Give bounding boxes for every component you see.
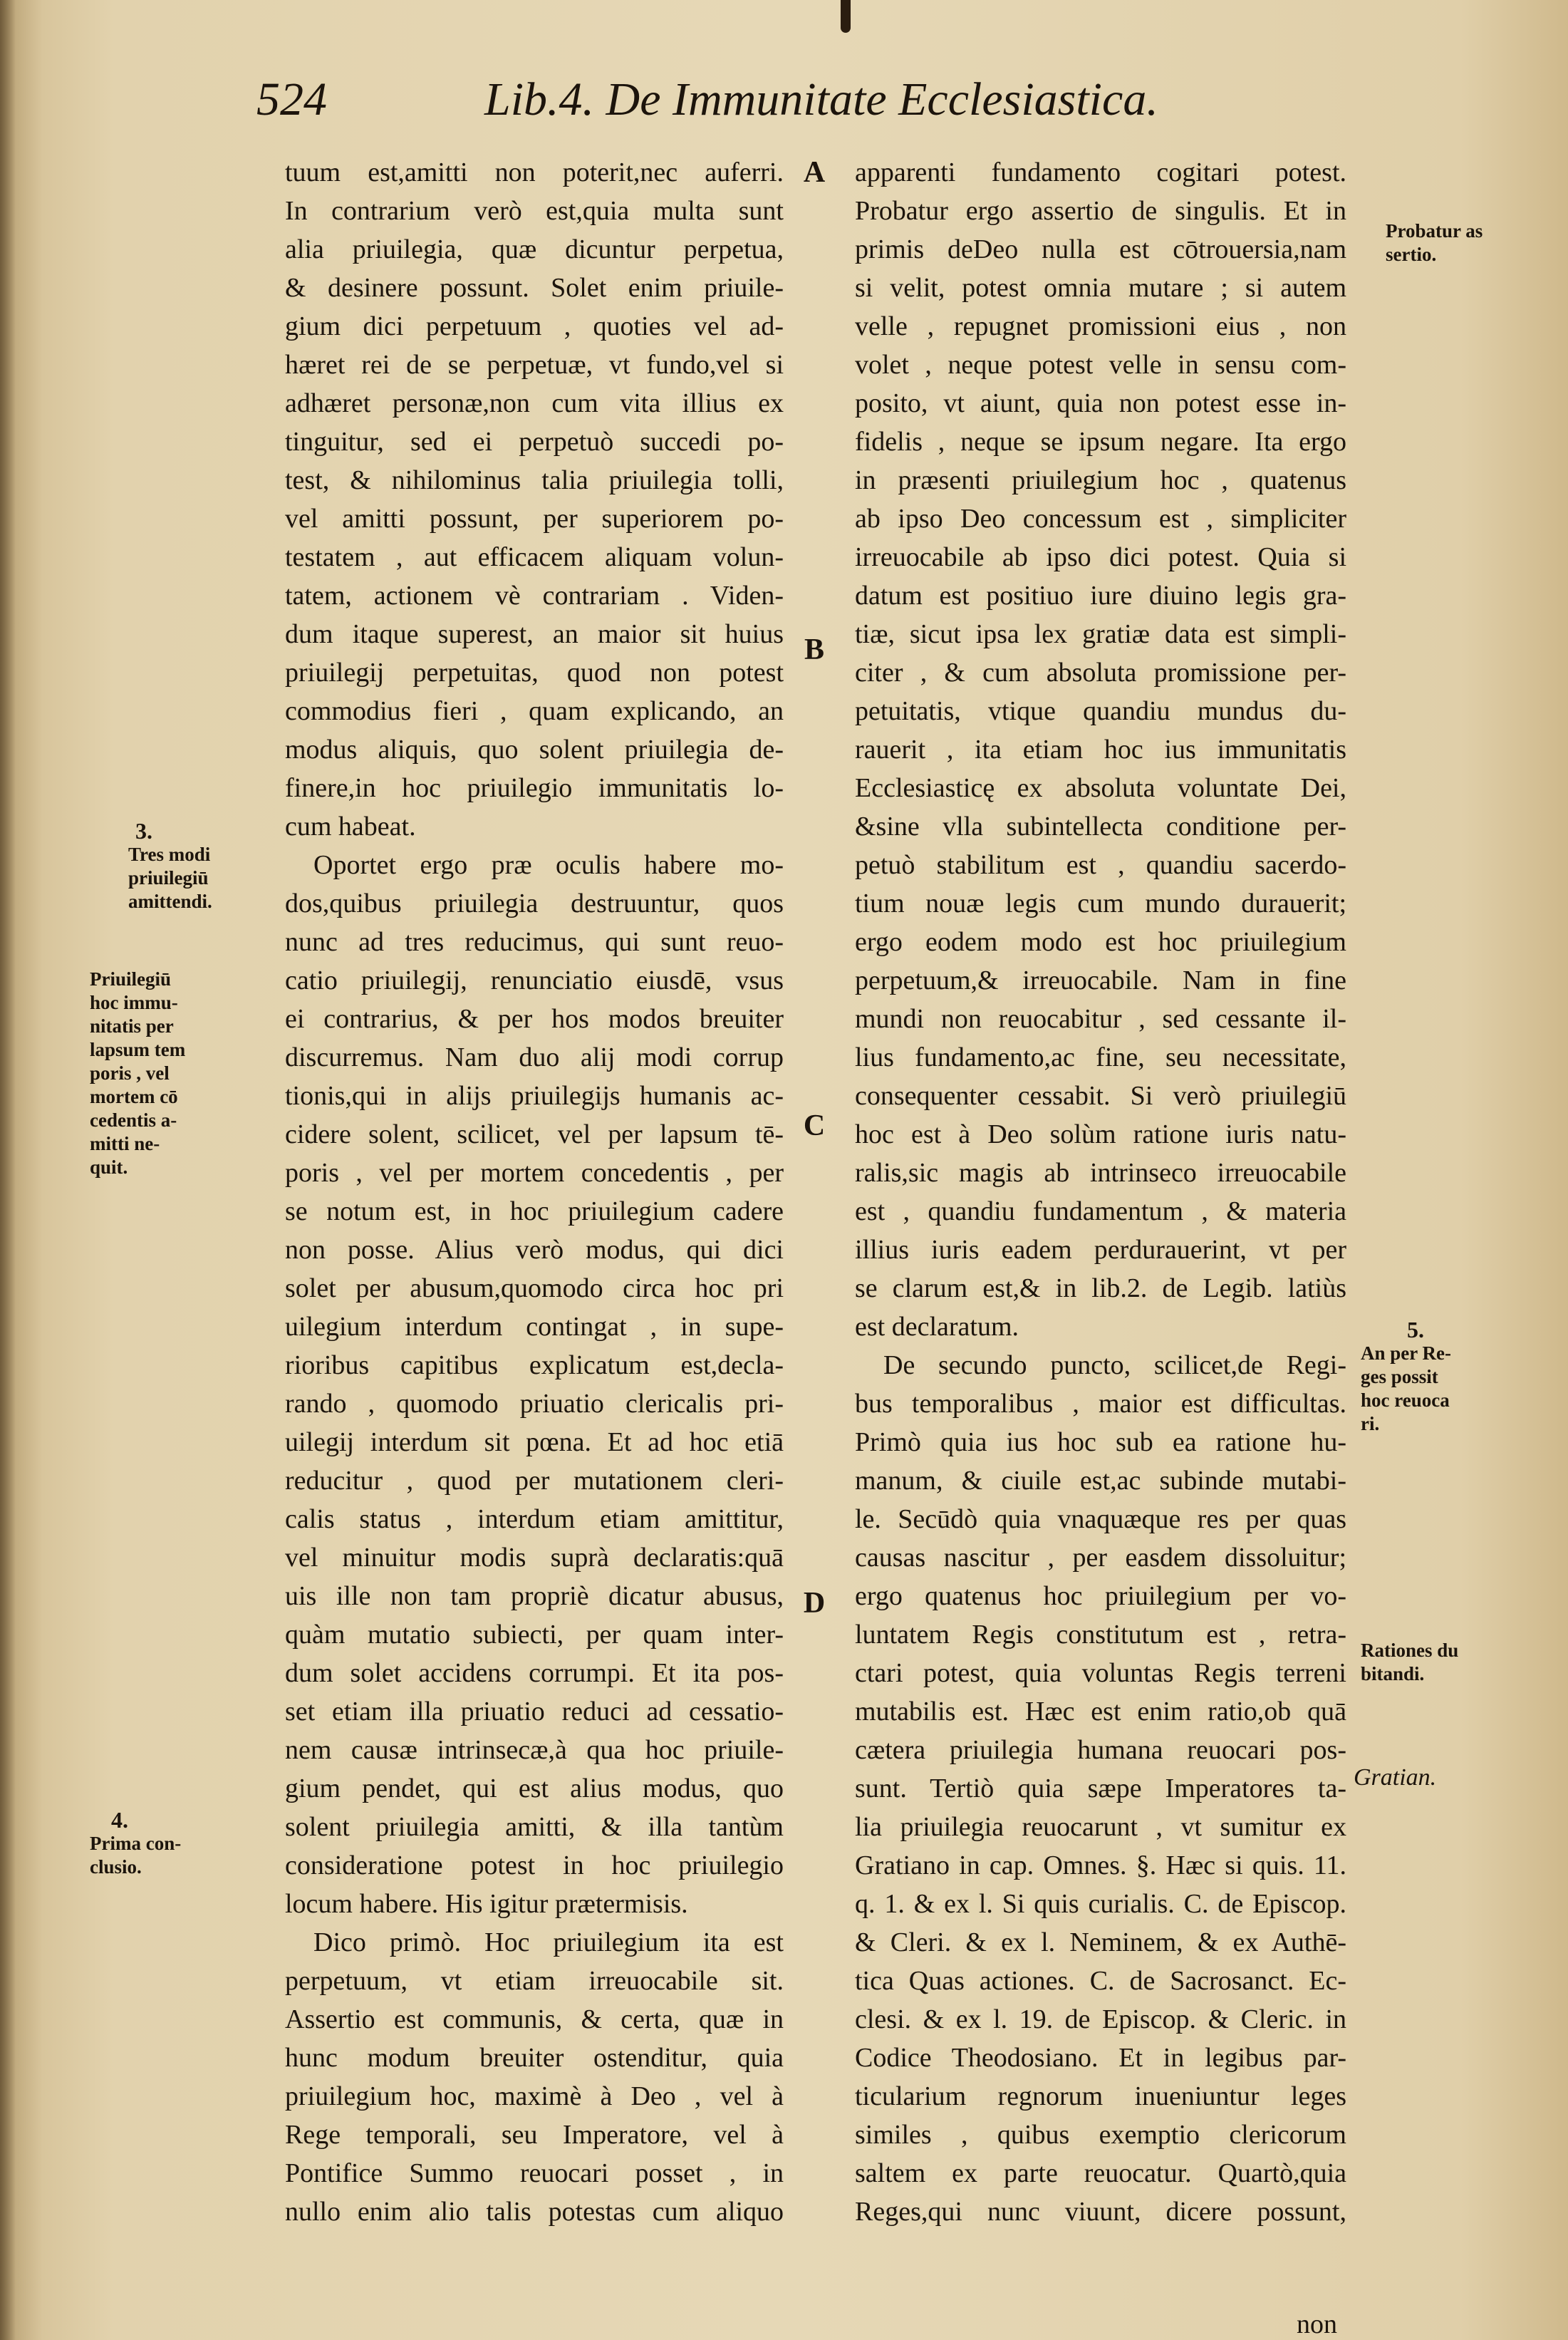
- text-line: primis deDeo nulla est cōtrouersia,nam: [855, 234, 1346, 264]
- margin-note-priuilegium: [90, 968, 185, 1179]
- text-line: se clarum est,& in lib.2. de Legib. latiùs: [855, 1273, 1346, 1303]
- text-line: Pontifice Summo reuocari posset , in: [285, 2158, 784, 2188]
- page-header: [256, 68, 1254, 132]
- margin-note-probatur: [1386, 219, 1483, 266]
- text-line: Assertio est communis, & certa, quæ in: [285, 2004, 784, 2034]
- text-line: calis status , interdum etiam amittitur,: [285, 1504, 784, 1534]
- page-number: 524: [256, 73, 327, 125]
- text-line: se notum est, in hoc priuilegium cadere: [285, 1196, 784, 1226]
- text-line: cum habeat.: [285, 812, 416, 842]
- text-line: causas nascitur , per easdem dissoluitur;: [855, 1543, 1346, 1573]
- text-line: Probatur ergo assertio de singulis. Et in: [855, 196, 1346, 226]
- margin-line: cedentis a-: [90, 1109, 177, 1131]
- text-line: gium dici perpetuum , quoties vel ad-: [285, 311, 784, 341]
- margin-line: mortem cō: [90, 1086, 178, 1107]
- text-line: q. 1. & ex l. Si quis curialis. C. de Episcop.: [855, 1889, 1346, 1919]
- text-line: gium pendet, qui est alius modus, quo: [285, 1774, 784, 1803]
- margin-note-3: [128, 819, 212, 913]
- text-line: tionis,qui in alijs priuilegijs humanis ac-: [285, 1081, 784, 1111]
- text-line: est declaratum.: [855, 1312, 1019, 1342]
- text-line: adhæret personæ,non cum vita illius ex: [285, 388, 784, 418]
- text-line: nem causæ intrinsecæ,à qua hoc priuile-: [285, 1735, 784, 1765]
- text-line: solet per abusum,quomodo circa hoc pri: [285, 1273, 784, 1303]
- margin-line: Rationes du: [1361, 1640, 1459, 1661]
- margin-note-gratian: Gratian.: [1354, 1764, 1437, 1791]
- catchword: non: [1297, 2309, 1337, 2339]
- margin-line: hoc immu-: [90, 992, 178, 1013]
- text-line: discurremus. Nam duo alij modi corrup: [285, 1042, 784, 1072]
- text-line: tinguitur, sed ei perpetuò succedi po-: [285, 427, 784, 457]
- text-line: uis ille non tam propriè dicatur abusus,: [285, 1581, 784, 1611]
- text-line: est , quandiu fundamentum , & materia: [855, 1196, 1346, 1226]
- text-line: catio priuilegij, renunciatio eiusdē, vsus: [285, 965, 784, 995]
- margin-number: 3.: [135, 818, 152, 844]
- text-line: vel amitti possunt, per superiorem po-: [285, 504, 784, 534]
- margin-line: quit.: [90, 1156, 128, 1178]
- margin-line: nitatis per: [90, 1015, 174, 1037]
- text-line: Oportet ergo præ oculis habere mo-: [313, 850, 784, 880]
- margin-line: ri.: [1361, 1413, 1380, 1434]
- text-line: locum habere. His igitur prætermisis.: [285, 1889, 688, 1919]
- margin-note-4: [90, 1808, 181, 1879]
- section-letter-a: A: [803, 156, 826, 189]
- text-line: apparenti fundamento cogitari potest.: [855, 157, 1346, 187]
- text-line: & desinere possunt. Solet enim priuile-: [285, 273, 784, 303]
- margin-line: mitti ne-: [90, 1133, 160, 1154]
- margin-note-rationes: [1361, 1639, 1458, 1686]
- text-line: ab ipso Deo concessum est , simpliciter: [855, 504, 1346, 534]
- text-line: vel minuitur modis suprà declaratis:quā: [285, 1543, 784, 1573]
- text-line: nunc ad tres reducimus, qui sunt reuo-: [285, 927, 784, 957]
- text-line: testatem , aut efficacem aliquam volun-: [285, 542, 784, 572]
- text-line: ei contrarius, & per hos modos breuiter: [285, 1004, 784, 1034]
- text-line: datum est positiuo iure diuino legis gra-: [855, 581, 1346, 611]
- text-line: irreuocabile ab ipso dici potest. Quia si: [855, 542, 1346, 572]
- text-line: hæret rei de se perpetuæ, vt fundo,vel si: [285, 350, 784, 380]
- text-line: Rege temporali, seu Imperatore, vel à: [285, 2120, 784, 2150]
- margin-line: sertio.: [1386, 244, 1437, 265]
- ink-mark: [841, 0, 851, 33]
- margin-line: ges possit: [1361, 1366, 1438, 1387]
- text-line: hunc modum breuiter ostenditur, quia: [285, 2043, 784, 2073]
- text-line: mundi non reuocabitur , sed cessante il-: [855, 1004, 1346, 1034]
- text-line: non posse. Alius verò modus, qui dici: [285, 1235, 784, 1265]
- text-line: ctari potest, quia voluntas Regis terreni: [855, 1658, 1346, 1688]
- text-line: bus temporalibus , maior est difficultas.: [855, 1389, 1346, 1419]
- text-line: Gratiano in cap. Omnes. §. Hæc si quis. 11.: [855, 1850, 1346, 1880]
- text-line: consequenter cessabit. Si verò priuilegiū: [855, 1081, 1346, 1111]
- text-line: tica Quas actiones. C. de Sacrosanct. Ec-: [855, 1966, 1346, 1996]
- margin-number: 5.: [1407, 1317, 1424, 1342]
- text-line: volet , neque potest velle in sensu com-: [855, 350, 1346, 380]
- text-line: Ecclesiasticę ex absoluta voluntate Dei,: [855, 773, 1346, 803]
- text-line: cidere solent, scilicet, vel per lapsum tē-: [285, 1119, 784, 1149]
- text-line: commodius fieri , quam explicando, an: [285, 696, 784, 726]
- text-line: sunt. Tertiò quia sæpe Imperatores ta-: [855, 1774, 1346, 1803]
- text-line: Dico primò. Hoc priuilegium ita est: [313, 1927, 784, 1957]
- text-line: saltem ex parte reuocatur. Quartò,quia: [855, 2158, 1346, 2188]
- margin-line: clusio.: [90, 1856, 142, 1878]
- text-line: Codice Theodosiano. Et in legibus par-: [855, 2043, 1346, 2073]
- text-line: luntatem Regis constitutum est , retra-: [855, 1620, 1346, 1650]
- text-line: ticularium regnorum inueniuntur leges: [855, 2081, 1346, 2111]
- text-line: Reges,qui nunc viuunt, dicere possunt,: [855, 2197, 1346, 2227]
- text-line: perpetuum, vt etiam irreuocabile sit.: [285, 1966, 784, 1996]
- margin-line: Probatur as: [1386, 220, 1483, 242]
- text-line: similes , quibus exemptio clericorum: [855, 2120, 1346, 2150]
- text-line: petuò stabilitum est , quandiu sacerdo-: [855, 850, 1346, 880]
- text-line: test, & nihilominus talia priuilegia tolli,: [285, 465, 784, 495]
- text-line: tiæ, sicut ipsa lex gratiæ data est simpli-: [855, 619, 1346, 649]
- text-line: ergo eodem modo est hoc priuilegium: [855, 927, 1346, 957]
- text-line: rando , quomodo priuatio clericalis pri-: [285, 1389, 784, 1419]
- text-line: ralis,sic magis ab intrinseco irreuocabile: [855, 1158, 1346, 1188]
- margin-line: priuilegiū: [128, 867, 209, 889]
- text-line: fidelis , neque se ipsum negare. Ita ergo: [855, 427, 1346, 457]
- text-line: dum itaque superest, an maior sit huius: [285, 619, 784, 649]
- text-line: priuilegij perpetuitas, quod non potest: [285, 658, 784, 688]
- text-line: hoc est à Deo solùm ratione iuris natu-: [855, 1119, 1346, 1149]
- text-line: ergo quatenus hoc priuilegium per vo-: [855, 1581, 1346, 1611]
- margin-line: Tres modi: [128, 844, 211, 865]
- text-line: Primò quia ius hoc sub ea ratione hu-: [855, 1427, 1346, 1457]
- text-line: lia priuilegia reuocarunt , vt sumitur ex: [855, 1812, 1346, 1842]
- text-line: modus aliquis, quo solent priuilegia de-: [285, 735, 784, 765]
- text-line: In contrarium verò est,quia multa sunt: [285, 196, 784, 226]
- text-line: perpetuum,& irreuocabile. Nam in fine: [855, 965, 1346, 995]
- text-line: uilegij interdum sit pœna. Et ad hoc etiā: [285, 1427, 784, 1457]
- text-line: illius iuris eadem perdurauerint, vt per: [855, 1235, 1346, 1265]
- text-line: tatem, actionem vè contrariam . Viden-: [285, 581, 784, 611]
- text-line: poris , vel per mortem concedentis , per: [285, 1158, 784, 1188]
- text-line: posito, vt aiunt, quia non potest esse in-: [855, 388, 1346, 418]
- text-line: reducitur , quod per mutationem cleri-: [285, 1466, 784, 1496]
- margin-number: 4.: [111, 1807, 128, 1833]
- text-line: mutabilis est. Hæc est enim ratio,ob quā: [855, 1697, 1346, 1726]
- right-column: [855, 153, 1346, 2231]
- text-line: manum, & ciuile est,ac subinde mutabi-: [855, 1466, 1346, 1496]
- text-line: citer , & cum absoluta promissione per-: [855, 658, 1346, 688]
- margin-note-5: [1361, 1318, 1451, 1436]
- margin-line: lapsum tem: [90, 1039, 186, 1060]
- text-line: nullo enim alio talis potestas cum aliquo: [285, 2197, 784, 2227]
- text-line: velle , repugnet promissioni eius , non: [855, 311, 1346, 341]
- text-line: cætera priuilegia humana reuocari pos-: [855, 1735, 1346, 1765]
- margin-line: bitandi.: [1361, 1663, 1425, 1684]
- text-line: le. Secūdò quia vnaquæque res per quas: [855, 1504, 1346, 1534]
- text-line: consideratione potest in hoc priuilegio: [285, 1850, 784, 1880]
- binding-shadow: [0, 0, 16, 2340]
- text-line: alia priuilegia, quæ dicuntur perpetua,: [285, 234, 784, 264]
- text-line: clesi. & ex l. 19. de Episcop. & Cleric. in: [855, 2004, 1346, 2034]
- text-line: rioribus capitibus explicatum est,decla-: [285, 1350, 784, 1380]
- text-line: tuum est,amitti non poterit,nec auferri.: [285, 157, 784, 187]
- text-line: finere,in hoc priuilegio immunitatis lo-: [285, 773, 784, 803]
- running-title: Lib.4. De Immunitate Ecclesiastica.: [484, 73, 1158, 125]
- margin-line: amittendi.: [128, 891, 212, 912]
- text-line: priuilegium hoc, maximè à Deo , vel à: [285, 2081, 784, 2111]
- text-line: set etiam illa priuatio reduci ad cessatio-: [285, 1697, 784, 1726]
- left-column: [285, 153, 784, 2231]
- margin-line: poris , vel: [90, 1062, 170, 1084]
- text-line: dum solet accidens corrumpi. Et ita pos-: [285, 1658, 784, 1688]
- text-line: uilegium interdum contingat , in supe-: [285, 1312, 784, 1342]
- section-letter-d: D: [803, 1587, 826, 1620]
- margin-line: hoc reuoca: [1361, 1389, 1450, 1411]
- text-line: De secundo puncto, scilicet,de Regi-: [883, 1350, 1346, 1380]
- margin-line: An per Re-: [1361, 1342, 1451, 1364]
- margin-line: Prima con-: [90, 1833, 182, 1854]
- text-line: & Cleri. & ex l. Neminem, & ex Authē-: [855, 1927, 1346, 1957]
- text-line: rauerit , ita etiam hoc ius immunitatis: [855, 735, 1346, 765]
- text-line: in præsenti priuilegium hoc , quatenus: [855, 465, 1346, 495]
- text-line: quàm mutatio subiecti, per quam inter-: [285, 1620, 784, 1650]
- margin-line: Priuilegiū: [90, 968, 171, 990]
- text-line: petuitatis, vtique quandiu mundus du-: [855, 696, 1346, 726]
- section-letter-c: C: [803, 1109, 826, 1142]
- text-line: solent priuilegia amitti, & illa tantùm: [285, 1812, 784, 1842]
- text-line: dos,quibus priuilegia destruuntur, quos: [285, 889, 784, 918]
- text-line: &sine vlla subintellecta conditione per-: [855, 812, 1346, 842]
- text-line: tium nouæ legis cum mundo durauerit;: [855, 889, 1346, 918]
- text-line: lius fundamento,ac fine, seu necessitate,: [855, 1042, 1346, 1072]
- section-letter-b: B: [804, 633, 824, 666]
- text-line: si velit, potest omnia mutare ; si autem: [855, 273, 1346, 303]
